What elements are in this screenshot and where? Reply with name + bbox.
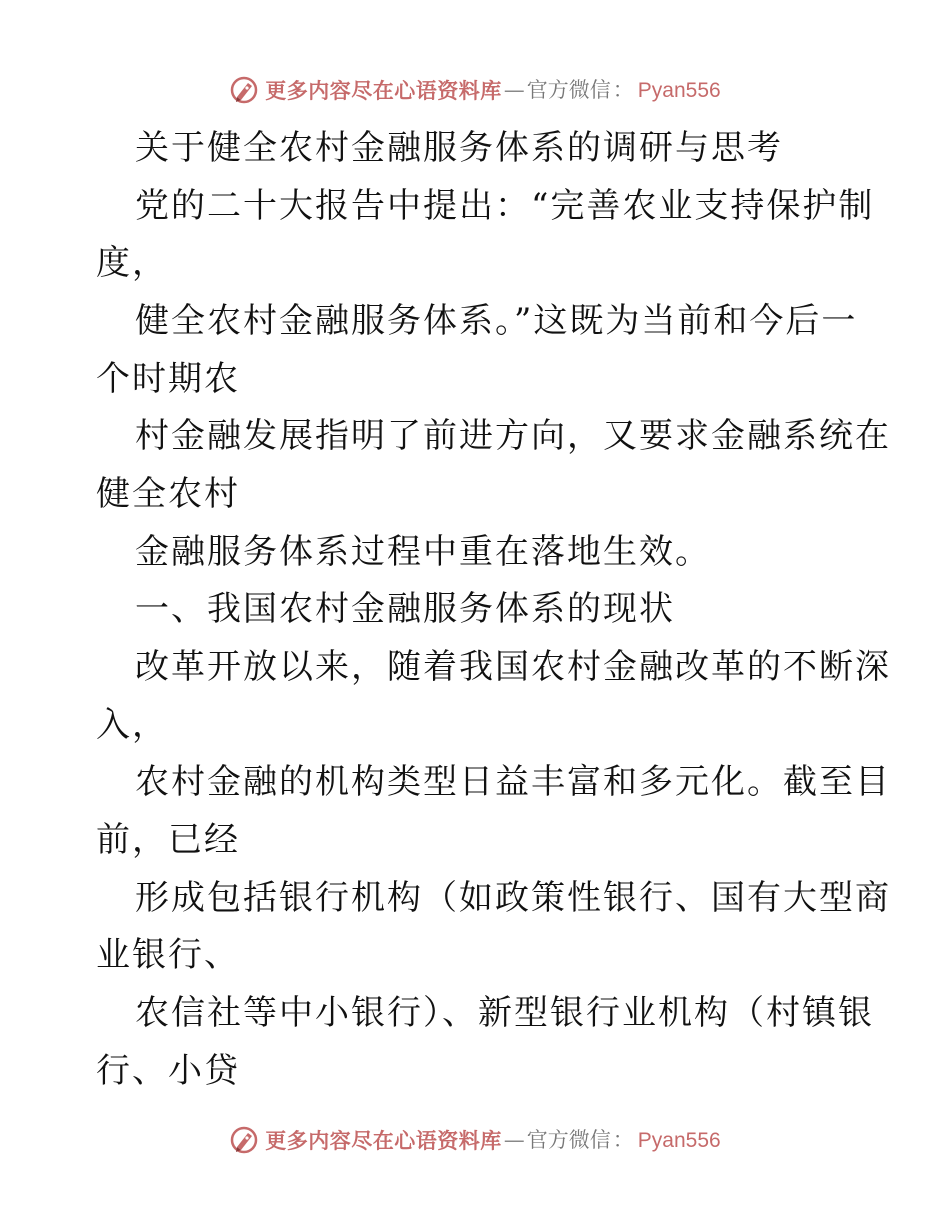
watermark-official-label: 官方微信 (526, 77, 611, 102)
paragraph-line: 度， (96, 243, 168, 283)
pen-nib-circle-icon (229, 1125, 259, 1155)
watermark-wechat-id: Pyan556 (637, 78, 721, 102)
paragraph-line: 形成包括银行机构（如政策性银行、国有大型商 (135, 878, 891, 918)
paragraph-line: 健全农村金融服务体系。”这既为当前和今后一 (135, 301, 858, 341)
watermark-separator: ： (612, 1127, 634, 1152)
paragraph-line: 健全农村 (96, 474, 240, 514)
watermark-separator: ： (612, 77, 634, 102)
paragraph-line: 入， (96, 705, 168, 745)
paragraph-line: 农信社等中小银行）、新型银行业机构（村镇银 (135, 993, 874, 1033)
watermark-dash: — (503, 1127, 525, 1152)
paragraph-line: 金融服务体系过程中重在落地生效。 (135, 532, 711, 572)
paragraph-line: 党的二十大报告中提出：“完善农业支持保护制 (135, 186, 875, 226)
footer-watermark (0, 1120, 950, 1160)
watermark-text (265, 1127, 721, 1153)
watermark-dash: — (503, 77, 525, 102)
watermark-main-text: 更多内容尽在心语资料库 (265, 1127, 502, 1153)
watermark-wechat-id: Pyan556 (637, 1128, 721, 1152)
document-title: 关于健全农村金融服务体系的调研与思考 (135, 128, 783, 168)
paragraph-line: 前，已经 (96, 820, 240, 860)
watermark-official-label: 官方微信 (526, 1127, 611, 1152)
paragraph-line: 村金融发展指明了前进方向，又要求金融系统在 (135, 416, 891, 456)
section-heading: 一、我国农村金融服务体系的现状 (135, 589, 675, 629)
paragraph-line: 业银行、 (96, 935, 240, 975)
watermark-main-text: 更多内容尽在心语资料库 (265, 77, 502, 103)
paragraph-line: 行、小贷 (96, 1051, 240, 1091)
paragraph-line: 改革开放以来，随着我国农村金融改革的不断深 (135, 647, 891, 687)
paragraph-line: 个时期农 (96, 359, 240, 399)
paragraph-line: 农村金融的机构类型日益丰富和多元化。截至目 (135, 762, 891, 802)
